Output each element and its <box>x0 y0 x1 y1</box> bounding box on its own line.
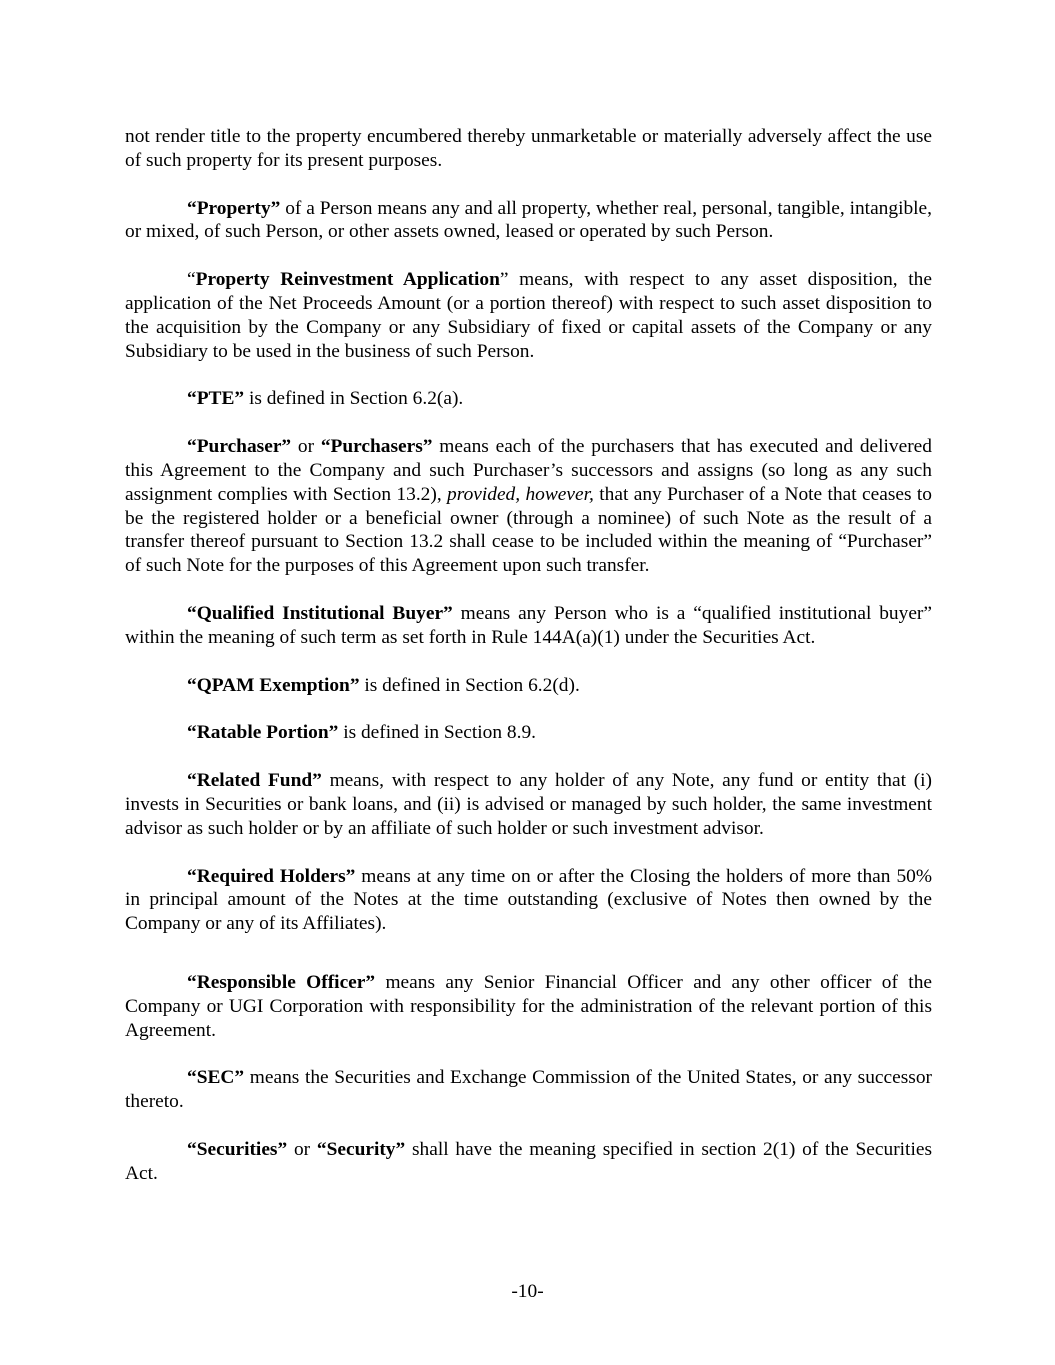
defined-term: “Ratable Portion” <box>187 722 339 744</box>
definition-text: is defined in Section 8.9. <box>338 722 536 744</box>
defined-term: Property Reinvestment Application <box>195 269 500 291</box>
definition-ratable-portion <box>125 721 932 745</box>
defined-term: “PTE” <box>187 388 245 410</box>
defined-term: “Purchaser” <box>187 436 292 458</box>
page-number: -10- <box>511 1281 544 1302</box>
defined-term-alt: “Purchasers” <box>320 436 433 458</box>
definition-qpam-exemption <box>125 674 932 698</box>
term-connector: or <box>287 1138 317 1160</box>
definition-text: means the Securities and Exchange Commission of the United States, or any successor thereto. <box>125 1067 932 1113</box>
close-quote: ” <box>499 269 509 291</box>
definition-text: is defined in Section 6.2(d). <box>359 674 580 696</box>
defined-term: “Responsible Officer” <box>187 971 376 993</box>
definition-related-fund <box>125 769 932 840</box>
open-quote: “ <box>187 269 196 291</box>
definition-text: of a Person means any and all property, whether real, personal, tangible, intangible, or mixed, of such Person, or other assets owned, leased or operated by such Person. <box>125 197 932 243</box>
definition-pte <box>125 387 932 411</box>
continuation-paragraph: not render title to the property encumbered thereby unmarketable or materially adversely affect the use of such property for its present purposes. <box>125 126 932 171</box>
definition-purchaser <box>125 435 932 578</box>
definition-text: means, with respect to any holder of any Note, any fund or entity that (i) invests in Securities or bank loans, and (ii) is advised or managed by such holder, the same investment advisor as such holder or by an affiliate of such holder or such investment advisor. <box>125 770 932 839</box>
term-connector: or <box>291 436 321 458</box>
definition-qualified-institutional-buyer <box>125 602 932 650</box>
definition-text: means any Person who is a “qualified institutional buyer” within the meaning of such term as set forth in Rule 144A(a)(1) under the Securities Act. <box>125 602 932 648</box>
definition-property <box>125 197 932 245</box>
definition-text-continued: that any Purchaser of a Note that ceases to be the registered holder or a beneficial owner (through a nominee) of such Note as the result of a transfer thereof pursuant to Section 13.2 shall cease to be included within the meaning of “Purchaser” of such Note for the purposes of this Agreement upon such transfer. <box>125 483 932 577</box>
proviso-italic: provided, however, <box>447 483 594 505</box>
defined-term: “Related Fund” <box>187 770 322 792</box>
definition-text: is defined in Section 6.2(a). <box>244 388 464 410</box>
defined-term: “QPAM Exemption” <box>187 674 360 696</box>
defined-term: “SEC” <box>187 1067 245 1089</box>
definition-property-reinvestment-application <box>125 268 932 363</box>
defined-term: “Required Holders” <box>187 865 356 887</box>
definition-sec <box>125 1066 932 1114</box>
definition-text: means, with respect to any asset disposition, the application of the Net Proceeds Amount (or a portion thereof) with respect to such asset disposition to the acquisition by the Company or any Subsidiary of fixed or capital assets of the Company or any Subsidiary to be used in the business of such Person. <box>125 269 932 362</box>
document-page <box>125 125 932 1186</box>
definition-securities <box>125 1138 932 1186</box>
definition-text: means each of the purchasers that has executed and delivered this Agreement to the Company and such Purchaser’s successors and assigns (so long as any such assignment complies with Section 13.2), <box>125 436 932 505</box>
definition-text: means at any time on or after the Closing the holders of more than 50% in principal amount of the Notes at the time outstanding (exclusive of Notes then owned by the Company or any of its Affiliates). <box>125 865 932 935</box>
definition-responsible-officer <box>125 971 932 1042</box>
definition-text: means any Senior Financial Officer and any other officer of the Company or UGI Corporation with responsibility for the administration of the relevant portion of this Agreement. <box>125 971 932 1041</box>
defined-term: “Property” <box>187 197 281 219</box>
definition-text: shall have the meaning specified in section 2(1) of the Securities Act. <box>125 1138 932 1184</box>
defined-term: “Qualified Institutional Buyer” <box>187 602 453 624</box>
defined-term: “Securities” <box>187 1138 288 1160</box>
defined-term-alt: “Security” <box>316 1138 406 1160</box>
definition-required-holders <box>125 865 932 936</box>
